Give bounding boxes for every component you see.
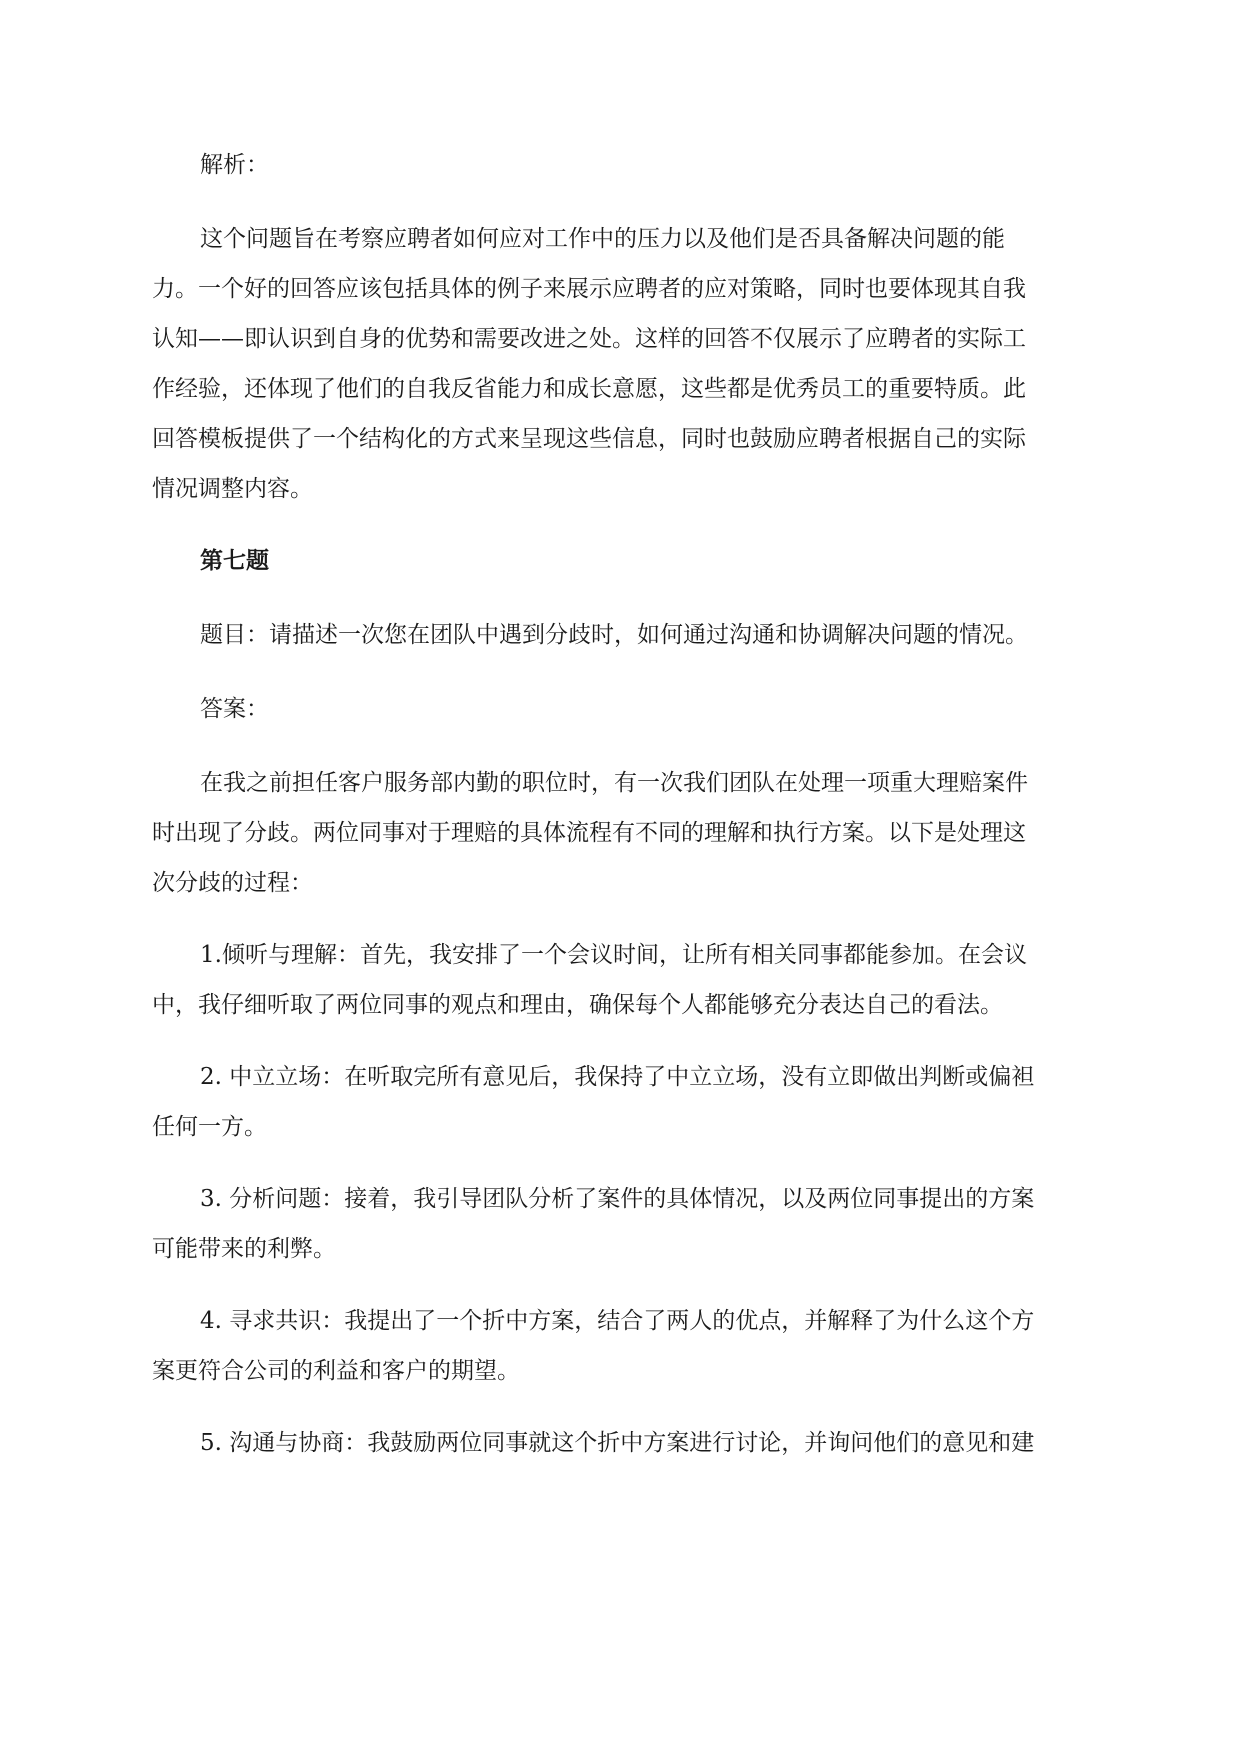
- step-line: 2. 中立立场：在听取完所有意见后，我保持了中立立场，没有立即做出判断或偏袒: [200, 1064, 1035, 1090]
- analysis-label: [200, 140, 1090, 190]
- answer-intro-line: 时出现了分歧。两位同事对于理赔的具体流程有不同的理解和执行方案。以下是处理这: [152, 820, 1026, 846]
- question-text: [200, 610, 1090, 660]
- analysis-paragraph: [152, 214, 1090, 514]
- analysis-line: 这个问题旨在考察应聘者如何应对工作中的压力以及他们是否具备解决问题的能: [200, 226, 1005, 252]
- answer-label: [200, 684, 1090, 734]
- step-item: [152, 1052, 1090, 1152]
- document-body: [152, 140, 1090, 1490]
- step-line: 任何一方。: [152, 1114, 267, 1140]
- step-line: 可能带来的利弊。: [152, 1236, 336, 1262]
- step-line: 中，我仔细听取了两位同事的观点和理由，确保每个人都能够充分表达自己的看法。: [152, 992, 1003, 1018]
- step-line: 4. 寻求共识：我提出了一个折中方案，结合了两人的优点，并解释了为什么这个方: [200, 1308, 1035, 1334]
- step-line: 1.倾听与理解：首先，我安排了一个会议时间，让所有相关同事都能参加。在会议: [200, 942, 1027, 968]
- step-line: 5. 沟通与协商：我鼓励两位同事就这个折中方案进行讨论，并询问他们的意见和建: [200, 1430, 1035, 1456]
- analysis-line: 回答模板提供了一个结构化的方式来呈现这些信息，同时也鼓励应聘者根据自己的实际: [152, 426, 1026, 452]
- step-item: [200, 1418, 1090, 1468]
- analysis-line: 情况调整内容。: [152, 476, 313, 502]
- step-line: 3. 分析问题：接着，我引导团队分析了案件的具体情况，以及两位同事提出的方案: [200, 1186, 1035, 1212]
- answer-label-text: 答案：: [200, 696, 269, 722]
- answer-intro-line: 在我之前担任客户服务部内勤的职位时，有一次我们团队在处理一项重大理赔案件: [200, 770, 1028, 796]
- question-line: 题目：请描述一次您在团队中遇到分歧时，如何通过沟通和协调解决问题的情况。: [200, 622, 1028, 648]
- answer-intro-line: 次分歧的过程：: [152, 870, 313, 896]
- step-item: [152, 930, 1090, 1030]
- analysis-line: 作经验，还体现了他们的自我反省能力和成长意愿，这些都是优秀员工的重要特质。此: [152, 376, 1026, 402]
- step-item: [152, 1174, 1090, 1274]
- analysis-line: 认知——即认识到自身的优势和需要改进之处。这样的回答不仅展示了应聘者的实际工: [152, 326, 1026, 352]
- analysis-line: 力。一个好的回答应该包括具体的例子来展示应聘者的应对策略，同时也要体现其自我: [152, 276, 1026, 302]
- analysis-label-text: 解析：: [200, 152, 269, 178]
- step-line: 案更符合公司的利益和客户的期望。: [152, 1358, 520, 1384]
- step-item: [152, 1296, 1090, 1396]
- answer-intro-paragraph: [152, 758, 1090, 908]
- section-title: 第七题: [200, 548, 269, 574]
